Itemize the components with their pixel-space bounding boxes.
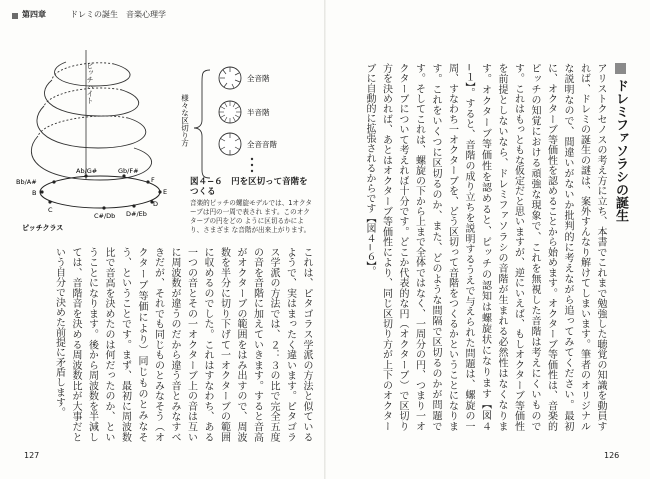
- section-title: ドレミファソラシの誕生: [613, 79, 628, 222]
- scale-label-diatonic: 全音階: [247, 74, 270, 83]
- note-label-eb: D#/Eb: [126, 210, 147, 218]
- section-marker-square: [615, 63, 626, 74]
- chapter-subtitle: ドレミの誕生 音楽心理学: [70, 10, 166, 19]
- note-label-e: E: [163, 188, 168, 196]
- scale-circle-diatonic: [219, 67, 241, 89]
- pitch-class-circle: [40, 176, 160, 208]
- figure-caption-body: 音楽的ピッチの螺旋モデルでは、1オクターブは円の一周で表され ます。このオクターブの円をどの ように区切るかにより、さまざま な音階が出来上がります。: [190, 199, 313, 234]
- note-label-ab: Ab/G#: [76, 167, 98, 175]
- note-label-b: B: [32, 189, 37, 197]
- section-heading: [608, 63, 636, 431]
- pitch-class-label: ピッチクラス: [22, 224, 64, 232]
- scale-circle-whole-tone: [219, 133, 241, 155]
- note-label-f: F: [151, 176, 155, 184]
- right-page-body-text: アリストクセノスの考え方に立ち、本書でこれまで勉強した聴覚の知識を動員すれば、ドレミの誕生の謎は、案外すんなり解けてしまいます。筆者のオリジナルな説明なので、間違いがないか批判的に考えながら追ってみてください。最初に、オクターブ等価性を認めることから始めます。オクターブ等価性は、音楽的ピッチの知覚における頑強な現象で、これを無視した音階は考えにくいものです。これはもっともな仮定だと思いますが、逆にいえば、もしオクターブ等価性を前提としないなら、ドレミファソラシの音階が生まれる必然性はなくなります。オクターブ等価性を認めると、ピッチの認知は螺旋状になります【図４−１】。すると、音階の成り立ちを説明するうえで与えられた問題は、螺旋の一周、すなわち一オクターブを、どう区切って音階をつくるかということになります。これをいくつに区切るのか、また、どのような間隔で区切るのかが問題です。そしてこれは、螺旋の下から上まで全体ではなく、一周分の円、つまり一オクターブについて考えれば十分です。どこか代表的な円（オクターブ）で区切り方を決めれば、あとはオクターブ等価性により、同じ区切り方が上下のオクターブに自動的に拡張されるからです【図４−６】。: [364, 63, 606, 431]
- scale-label-chromatic: 半音階: [247, 108, 270, 117]
- division-methods-label: 様々な区切り方: [180, 94, 190, 147]
- scale-label-whole-tone: 全音音階: [247, 140, 277, 149]
- figure-caption-title: 図４−６ 円を区切って音階をつくる: [190, 177, 308, 197]
- page-number-right: 126: [604, 451, 620, 460]
- chapter-marker-square: [12, 13, 18, 19]
- note-label-cs: C#/Db: [94, 212, 116, 220]
- note-label-gb: Gb/F#: [118, 167, 139, 175]
- note-label-d: D: [153, 200, 159, 208]
- left-page-body-text: これは、ピタゴラス学派の方法と似ているようで、実はまったく違います。ピタゴラス学派の方法では、２：３の比で完全五度の音を音階に加えていきます。すると音高がオクターブの範囲をはみ出すので、周波数を半分に切り下げて一オクターブの範囲に収めるのでした。これはすなわち、ある一つの音とその一オクターブ上の音は互いに周波数が違うのだから違う音とみなすべきだが、それでも同じものとみなそう（オクターブ等価により）同じものとみなそう、ということです。まず、最初に周波数比で音高を決めたのは何だったのか、ということになります。後から周波数を半減しては、音階音を決める周波数比が大事だという自分で決めた前提に矛盾します。: [53, 247, 312, 442]
- scale-circle-chromatic: [219, 101, 241, 123]
- pitch-height-label: ピッチハイト: [86, 62, 94, 104]
- note-label-bb: Bb/A#: [16, 178, 37, 186]
- page-gutter: [324, 0, 326, 479]
- note-label-c: C: [48, 206, 53, 214]
- figure-4-6: [14, 40, 314, 240]
- more-scales-ellipsis: [251, 158, 253, 172]
- page-number-left: 127: [24, 451, 40, 460]
- chapter-title: 第四章: [22, 10, 46, 19]
- division-bracket: [194, 70, 210, 178]
